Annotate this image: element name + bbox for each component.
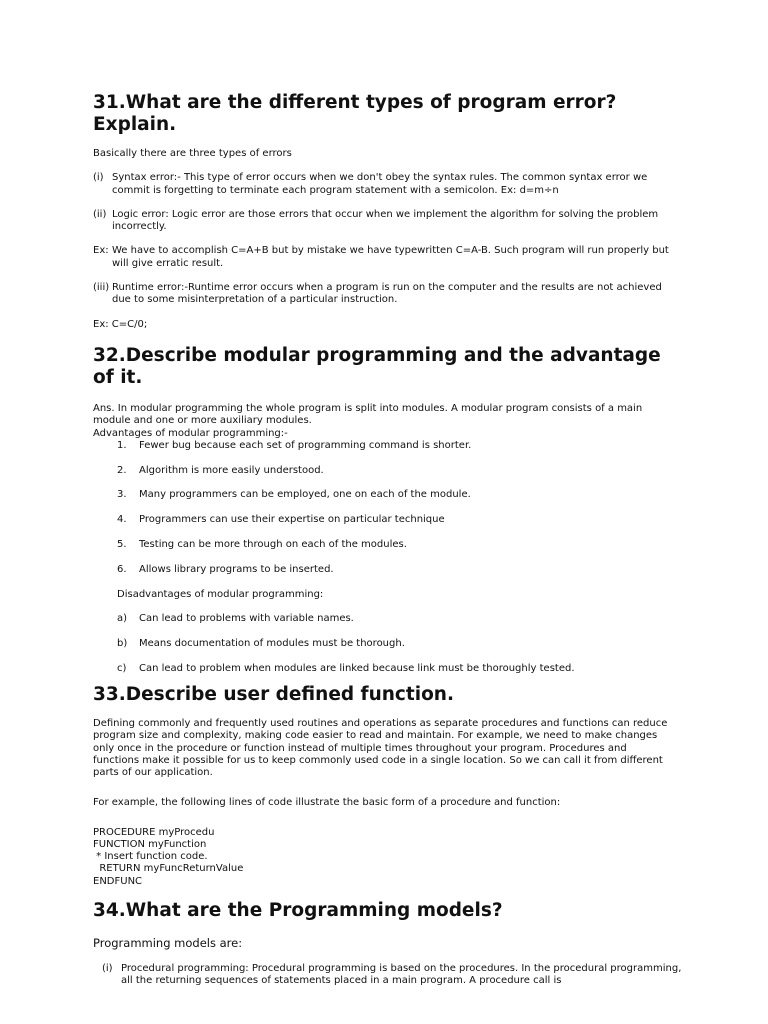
q32-advantages-label: Advantages of modular programming:- (93, 427, 288, 439)
list-text: Logic error: Logic error are those errors that occur when we implement the algorithm for solving the problem incorrectly. (112, 208, 659, 233)
q34-intro: Programming models are: (93, 936, 243, 950)
heading-q33: 33.Describe user defined function. (93, 684, 454, 705)
list-marker: 1. (117, 439, 127, 451)
list-marker: (ii) (93, 208, 107, 220)
list-text: Algorithm is more easily understood. (139, 464, 324, 476)
q31-intro: Basically there are three types of errors (93, 148, 292, 159)
code-line: RETURN myFuncReturnValue (93, 863, 244, 875)
question-32 (93, 345, 683, 675)
q31-item (93, 245, 683, 270)
list-marker: b) (117, 638, 128, 650)
list-text: Testing can be more through on each of the modules. (139, 539, 407, 551)
q31-item (93, 209, 683, 234)
list-marker: Ex: (93, 245, 109, 257)
q34-item (93, 963, 683, 988)
code-line: FUNCTION myFunction (93, 838, 207, 850)
list-marker: a) (117, 613, 128, 625)
question-33 (93, 684, 683, 888)
advantage-item (93, 465, 683, 477)
heading-q31: 31.What are the different types of program error? Explain. (93, 92, 617, 135)
advantage-item (93, 539, 683, 551)
heading-q34: 34.What are the Programming models? (93, 900, 503, 921)
q32-answer: Ans. In modular programming the whole program is split into modules. A modular program consists of a main module and one or more auxiliary modules. (93, 403, 643, 427)
disadvantage-item (93, 638, 683, 650)
list-text: We have to accomplish C=A+B but by mistake we have typewritten C=A-B. Such program will run properly but will give erratic result. (112, 245, 669, 269)
list-marker: (i) (93, 172, 104, 184)
advantage-item (93, 440, 683, 452)
list-text: Allows library programs to be inserted. (139, 563, 334, 575)
list-marker: 2. (117, 464, 127, 476)
list-text: Syntax error:- This type of error occurs when we don't obey the syntax rules. The common syntax error we commit is forgetting to terminate each program statement with a semicolon. Ex: d=m÷n (112, 172, 648, 196)
list-marker: c) (117, 663, 127, 675)
list-marker: 3. (117, 489, 127, 501)
list-marker: 6. (117, 563, 127, 575)
list-text: Can lead to problems with variable names. (139, 613, 354, 625)
q32-disadvantages-label: Disadvantages of modular programming: (117, 588, 324, 600)
list-text: Can lead to problem when modules are linked because link must be thoroughly tested. (139, 663, 575, 675)
disadvantage-item (93, 663, 683, 675)
q31-item (93, 282, 683, 307)
list-text: Means documentation of modules must be thorough. (139, 638, 405, 650)
list-text: Fewer bug because each set of programming command is shorter. (139, 439, 472, 451)
disadvantage-item (93, 613, 683, 625)
list-marker: (iii) (93, 282, 110, 294)
code-line: ENDFUNC (93, 875, 143, 887)
q33-example-intro: For example, the following lines of code illustrate the basic form of a procedure and function: (93, 797, 561, 809)
advantage-item (93, 564, 683, 576)
list-text: Many programmers can be employed, one on each of the module. (139, 489, 471, 501)
list-marker: (i) (102, 963, 113, 974)
list-text: Procedural programming: Procedural programming is based on the procedures. In the procedural programming, all the returning sequences of statements placed in a main program. A procedure call is (121, 963, 682, 987)
list-marker: 5. (117, 539, 127, 551)
q31-item (93, 172, 683, 197)
list-text: Runtime error:-Runtime error occurs when a program is run on the computer and the results are not achieved due to some misinterpretation of a particular instruction. (112, 282, 662, 306)
code-block (93, 827, 683, 888)
code-line: PROCEDURE myProcedu (93, 826, 215, 838)
question-31 (93, 92, 683, 331)
code-line: * Insert function code. (93, 851, 208, 863)
q33-paragraph: Defining commonly and frequently used routines and operations as separate procedures and functions can reduce program size and complexity, making code easier to read and maintain. For example, we need to make changes only once in the procedure or function instead of multiple times throughout your program. Procedures and functions make it possible for us to keep commonly used code in a single location. So we can call it from different parts of our application. (93, 718, 668, 779)
advantage-item (93, 514, 683, 526)
heading-q32: 32.Describe modular programming and the advantage of it. (93, 345, 661, 388)
question-34 (93, 900, 683, 988)
q31-example: Ex: C=C/0; (93, 318, 148, 330)
advantage-item (93, 489, 683, 501)
list-marker: 4. (117, 514, 127, 526)
list-text: Programmers can use their expertise on particular technique (139, 514, 445, 526)
